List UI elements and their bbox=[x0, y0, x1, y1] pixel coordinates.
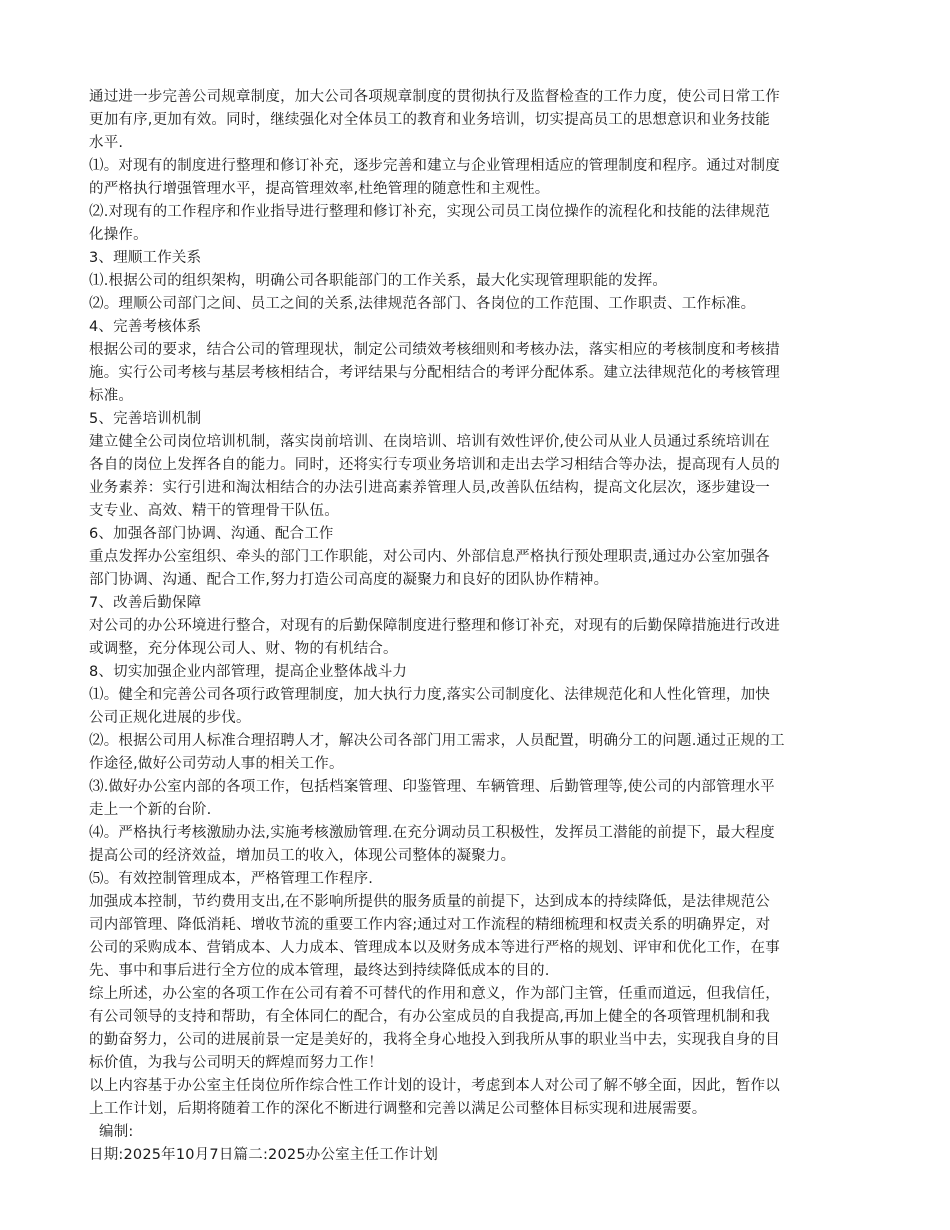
text-line: 根据公司的要求，结合公司的管理现状，制定公司绩效考核细则和考核办法，落实相应的考核制度和考核措 bbox=[89, 342, 780, 358]
text-line: ⑵。根据公司用人标准合理招聘人才，解决公司各部门用工需求，人员配置，明确分工的问题.通过正规的工 bbox=[89, 733, 785, 749]
text-line: ⑶.做好办公室内部的各项工作，包括档案管理、印鉴管理、车辆管理、后勤管理等,使公司的内部管理水平 bbox=[89, 779, 775, 795]
text-line: 综上所述，办公室的各项工作在公司有着不可替代的作用和意义，作为部门主管，任重而道远，但我信任， bbox=[89, 986, 780, 1002]
document-body bbox=[89, 86, 862, 1121]
text-line: 7、改善后勤保障 bbox=[89, 595, 202, 611]
text-line: ⑵.对现有的工作程序和作业指导进行整理和修订补充，实现公司员工岗位操作的流程化和技能的法律规范 bbox=[89, 204, 771, 220]
text-line: 8、切实加强企业内部管理，提高企业整体战斗力 bbox=[89, 664, 408, 680]
text-line: ⑷。严格执行考核激励办法,实施考核激励管理.在充分调动员工积极性，发挥员工潜能的前提下，最大程度 bbox=[89, 825, 775, 841]
text-line: 走上一个新的台阶. bbox=[89, 802, 212, 818]
signature-label: 编制: bbox=[99, 1124, 134, 1140]
text-line: 业务素养：实行引进和淘汰相结合的办法引进高素养管理人员,改善队伍结构，提高文化层次，逐步建设一 bbox=[89, 480, 771, 496]
text-line: 建立健全公司岗位培训机制，落实岗前培训、在岗培训、培训有效性评价,使公司从业人员通过系统培训在 bbox=[89, 434, 771, 450]
text-line: 5、完善培训机制 bbox=[89, 411, 202, 427]
text-line: ⑴。对现有的制度进行整理和修订补充，逐步完善和建立与企业管理相适应的管理制度和程序。通过对制度 bbox=[89, 158, 780, 174]
text-line: 6、加强各部门协调、沟通、配合工作 bbox=[89, 526, 334, 542]
text-line: 部门协调、沟通、配合工作,努力打造公司高度的凝聚力和良好的团队协作精神。 bbox=[89, 572, 609, 588]
text-line: 作途径,做好公司劳动人事的相关工作。 bbox=[89, 756, 344, 772]
text-line: 化操作。 bbox=[89, 227, 148, 243]
text-line: 支专业、高效、精干的管理骨干队伍。 bbox=[89, 503, 339, 519]
text-line: 标价值，为我与公司明天的辉煌而努力工作！ bbox=[89, 1055, 383, 1071]
text-line: 或调整，充分体现公司人、财、物的有机结合。 bbox=[89, 641, 398, 657]
text-line: 各自的岗位上发挥各自的能力。同时，还将实行专项业务培训和走出去学习相结合等办法，提高现有人员的 bbox=[89, 457, 780, 473]
date-line: 日期:2025年10月7日篇二:2025办公室主任工作计划 bbox=[89, 1147, 439, 1163]
text-line: 公司正规化进展的步伐。 bbox=[89, 710, 251, 726]
text-line: 水平. bbox=[89, 135, 124, 151]
text-line: 通过进一步完善公司规章制度，加大公司各项规章制度的贯彻执行及监督检查的工作力度，使公司日常工作 bbox=[89, 89, 780, 105]
text-line: 对公司的办公环境进行整合，对现有的后勤保障制度进行整理和修订补充，对现有的后勤保障措施进行改进 bbox=[89, 618, 780, 634]
text-line: 重点发挥办公室组织、牵头的部门工作职能，对公司内、外部信息严格执行预处理职责,通过办公室加强各 bbox=[89, 549, 771, 565]
text-line: 有公司领导的支持和帮助，有全体同仁的配合，有办公室成员的自我提高,再加上健全的各项管理机制和我 bbox=[89, 1009, 771, 1025]
text-line: ⑴。健全和完善公司各项行政管理制度，加大执行力度,落实公司制度化、法律规范化和人性化管理，加快 bbox=[89, 687, 771, 703]
text-line: 先、事中和事后进行全方位的成本管理，最终达到持续降低成本的目的. bbox=[89, 963, 550, 979]
text-line: 司内部管理、降低消耗、增收节流的重要工作内容;通过对工作流程的精细梳理和权责关系的明确界定，对 bbox=[89, 917, 771, 933]
text-line: 施。实行公司考核与基层考核相结合，考评结果与分配相结合的考评分配体系。建立法律规范化的考核管理 bbox=[89, 365, 780, 381]
text-line: 更加有序,更加有效。同时，继续强化对全体员工的教育和业务培训，切实提高员工的思想意识和业务技能 bbox=[89, 112, 771, 128]
text-line: 加强成本控制，节约费用支出,在不影响所提供的服务质量的前提下，达到成本的持续降低，是法律规范公 bbox=[89, 894, 771, 910]
text-line: ⑸。有效控制管理成本，严格管理工作程序. bbox=[89, 871, 374, 887]
text-line: 的严格执行增强管理水平，提高管理效率,杜绝管理的随意性和主观性。 bbox=[89, 181, 550, 197]
text-line: 提高公司的经济效益，增加员工的收入，体现公司整体的凝聚力。 bbox=[89, 848, 516, 864]
text-line: 公司的采购成本、营销成本、人力成本、管理成本以及财务成本等进行严格的规划、评审和优化工作，在事 bbox=[89, 940, 780, 956]
text-line: 上工作计划，后期将随着工作的深化不断进行调整和完善以满足公司整体目标实现和进展需要。 bbox=[89, 1101, 707, 1117]
text-line: 的勤奋努力，公司的进展前景一定是美好的，我将全身心地投入到我所从事的职业当中去，实现我自身的目 bbox=[89, 1032, 780, 1048]
text-line: 3、理顺工作关系 bbox=[89, 250, 202, 266]
text-line: 以上内容基于办公室主任岗位所作综合性工作计划的设计，考虑到本人对公司了解不够全面，因此，暂作以 bbox=[89, 1078, 780, 1094]
text-line: 4、完善考核体系 bbox=[89, 319, 202, 335]
text-line: ⑵。理顺公司部门之间、员工之间的关系,法律规范各部门、各岗位的工作范围、工作职责、工作标准。 bbox=[89, 296, 756, 312]
text-line: 标准。 bbox=[89, 388, 134, 404]
text-line: ⑴.根据公司的组织架构，明确公司各职能部门的工作关系，最大化实现管理职能的发挥。 bbox=[89, 273, 668, 289]
